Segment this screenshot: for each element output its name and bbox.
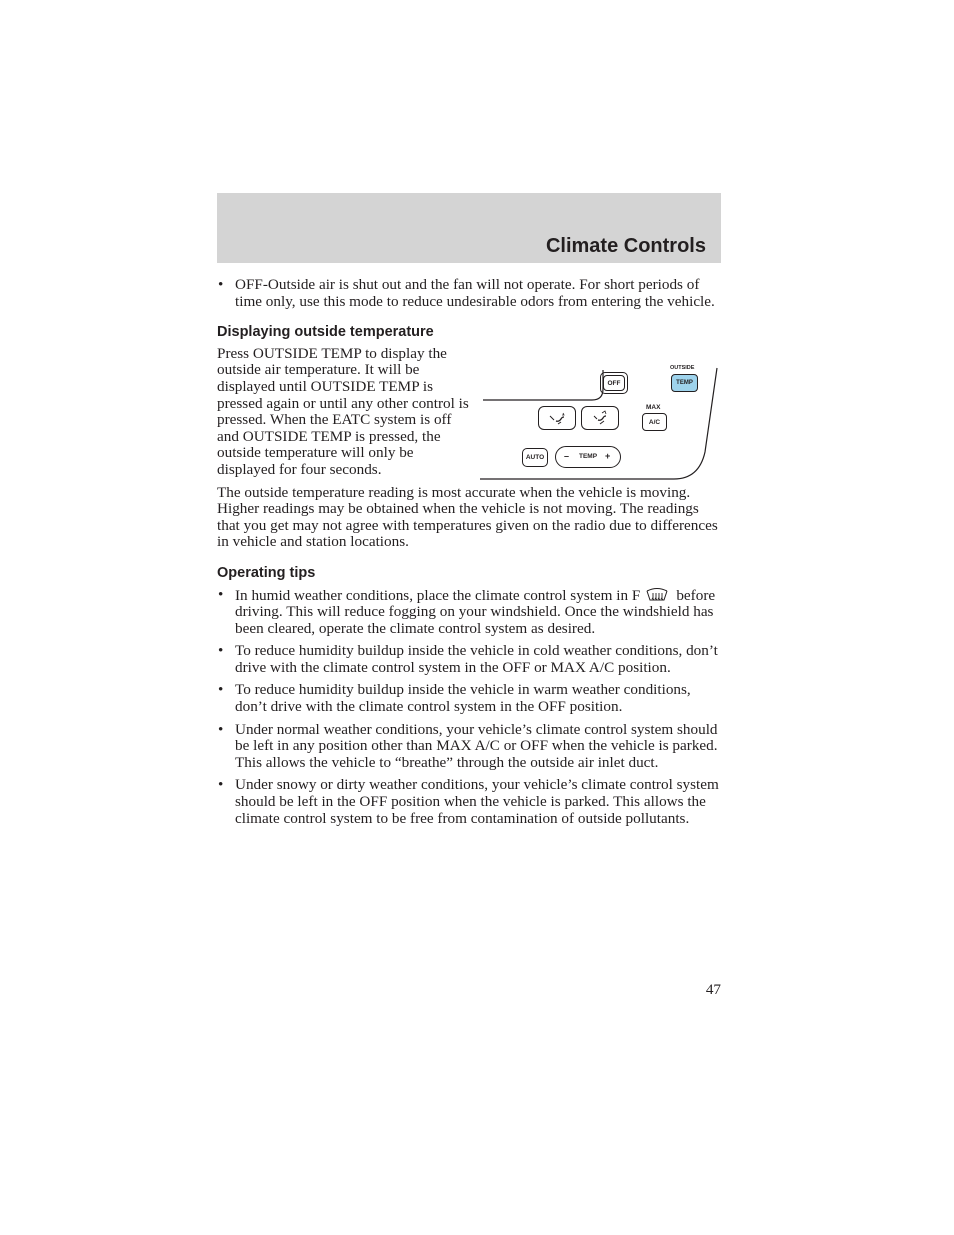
- tip-item-cold: • To reduce humidity buildup inside the vehicle in cold weather conditions, don’t drive with the climate control system in the OFF or MAX A/C position.: [217, 643, 721, 676]
- outside-label: OUTSIDE: [670, 365, 695, 371]
- floor-defrost-icon: [644, 587, 670, 603]
- max-ac-button[interactable]: [642, 413, 667, 431]
- auto-button-label: AUTO: [525, 454, 545, 461]
- temp-rocker[interactable]: [555, 446, 621, 468]
- temp-rocker-label: TEMP: [579, 453, 598, 460]
- outside-temp-button-label: TEMP: [676, 380, 693, 386]
- outside-temp-heading: Displaying outside temperature: [217, 324, 434, 341]
- page-title: Climate Controls: [545, 235, 706, 257]
- floor-vent-icon: [539, 407, 575, 429]
- panel-floor-vent-icon: [582, 407, 618, 429]
- tip-item-normal: • Under normal weather conditions, your vehicle’s climate control system should be left in any position other than MAX A/C or OFF when the vehicle is parked. This allows the vehicle to “breathe” through the outside air inlet duct.: [217, 722, 721, 772]
- temp-increase-button[interactable]: +: [605, 451, 611, 461]
- temp-decrease-button[interactable]: –: [564, 451, 570, 461]
- off-mode-bullet: • OFF-Outside air is shut out and the fan will not operate. For short periods of time only, use this mode to reduce undesirable odors from entering the vehicle.: [217, 277, 721, 310]
- outside-temp-body: Press OUTSIDE TEMP to display the outside air temperature. It will be displayed until OUTSIDE TEMP is pressed again or until any other control is pressed. When the EATC system is off and OUTSIDE TEMP is pressed, the outside temperature will only be displayed for four seconds.: [217, 344, 469, 478]
- tip-item-snowy: • Under snowy or dirty weather conditions, your vehicle’s climate control system should be left in the OFF position when the vehicle is parked. This allows the climate control system to be free from contamination of outside pollutants.: [217, 777, 721, 827]
- tip-item-humid: • In humid weather conditions, place the climate control system in F before driving. This will reduce fogging on your windshield. Once the windshield has been cleared, operate the climate control system as desired.: [217, 587, 721, 638]
- max-ac-button-label: A/C: [648, 418, 661, 426]
- floor-mode-button[interactable]: [538, 406, 576, 430]
- page-number: 47: [705, 981, 721, 998]
- panel-floor-mode-button[interactable]: [581, 406, 619, 430]
- operating-tips-heading: Operating tips: [217, 564, 316, 581]
- outside-temp-button[interactable]: [671, 374, 698, 392]
- outside-temp-accuracy: The outside temperature reading is most accurate when the vehicle is moving. Higher readings may be obtained when the vehicle is not moving. The readings that you get may not agree with temperatures given on the radio due to differences in vehicle and station locations.: [217, 483, 718, 551]
- header-band: [217, 193, 721, 263]
- auto-button[interactable]: [522, 448, 548, 467]
- climate-control-panel: [479, 360, 721, 485]
- off-button[interactable]: [600, 372, 628, 394]
- off-button-label: OFF: [607, 379, 621, 387]
- max-label: MAX: [646, 404, 661, 411]
- tip-item-warm: • To reduce humidity buildup inside the vehicle in warm weather conditions, don’t drive with the climate control system in the OFF position.: [217, 682, 721, 715]
